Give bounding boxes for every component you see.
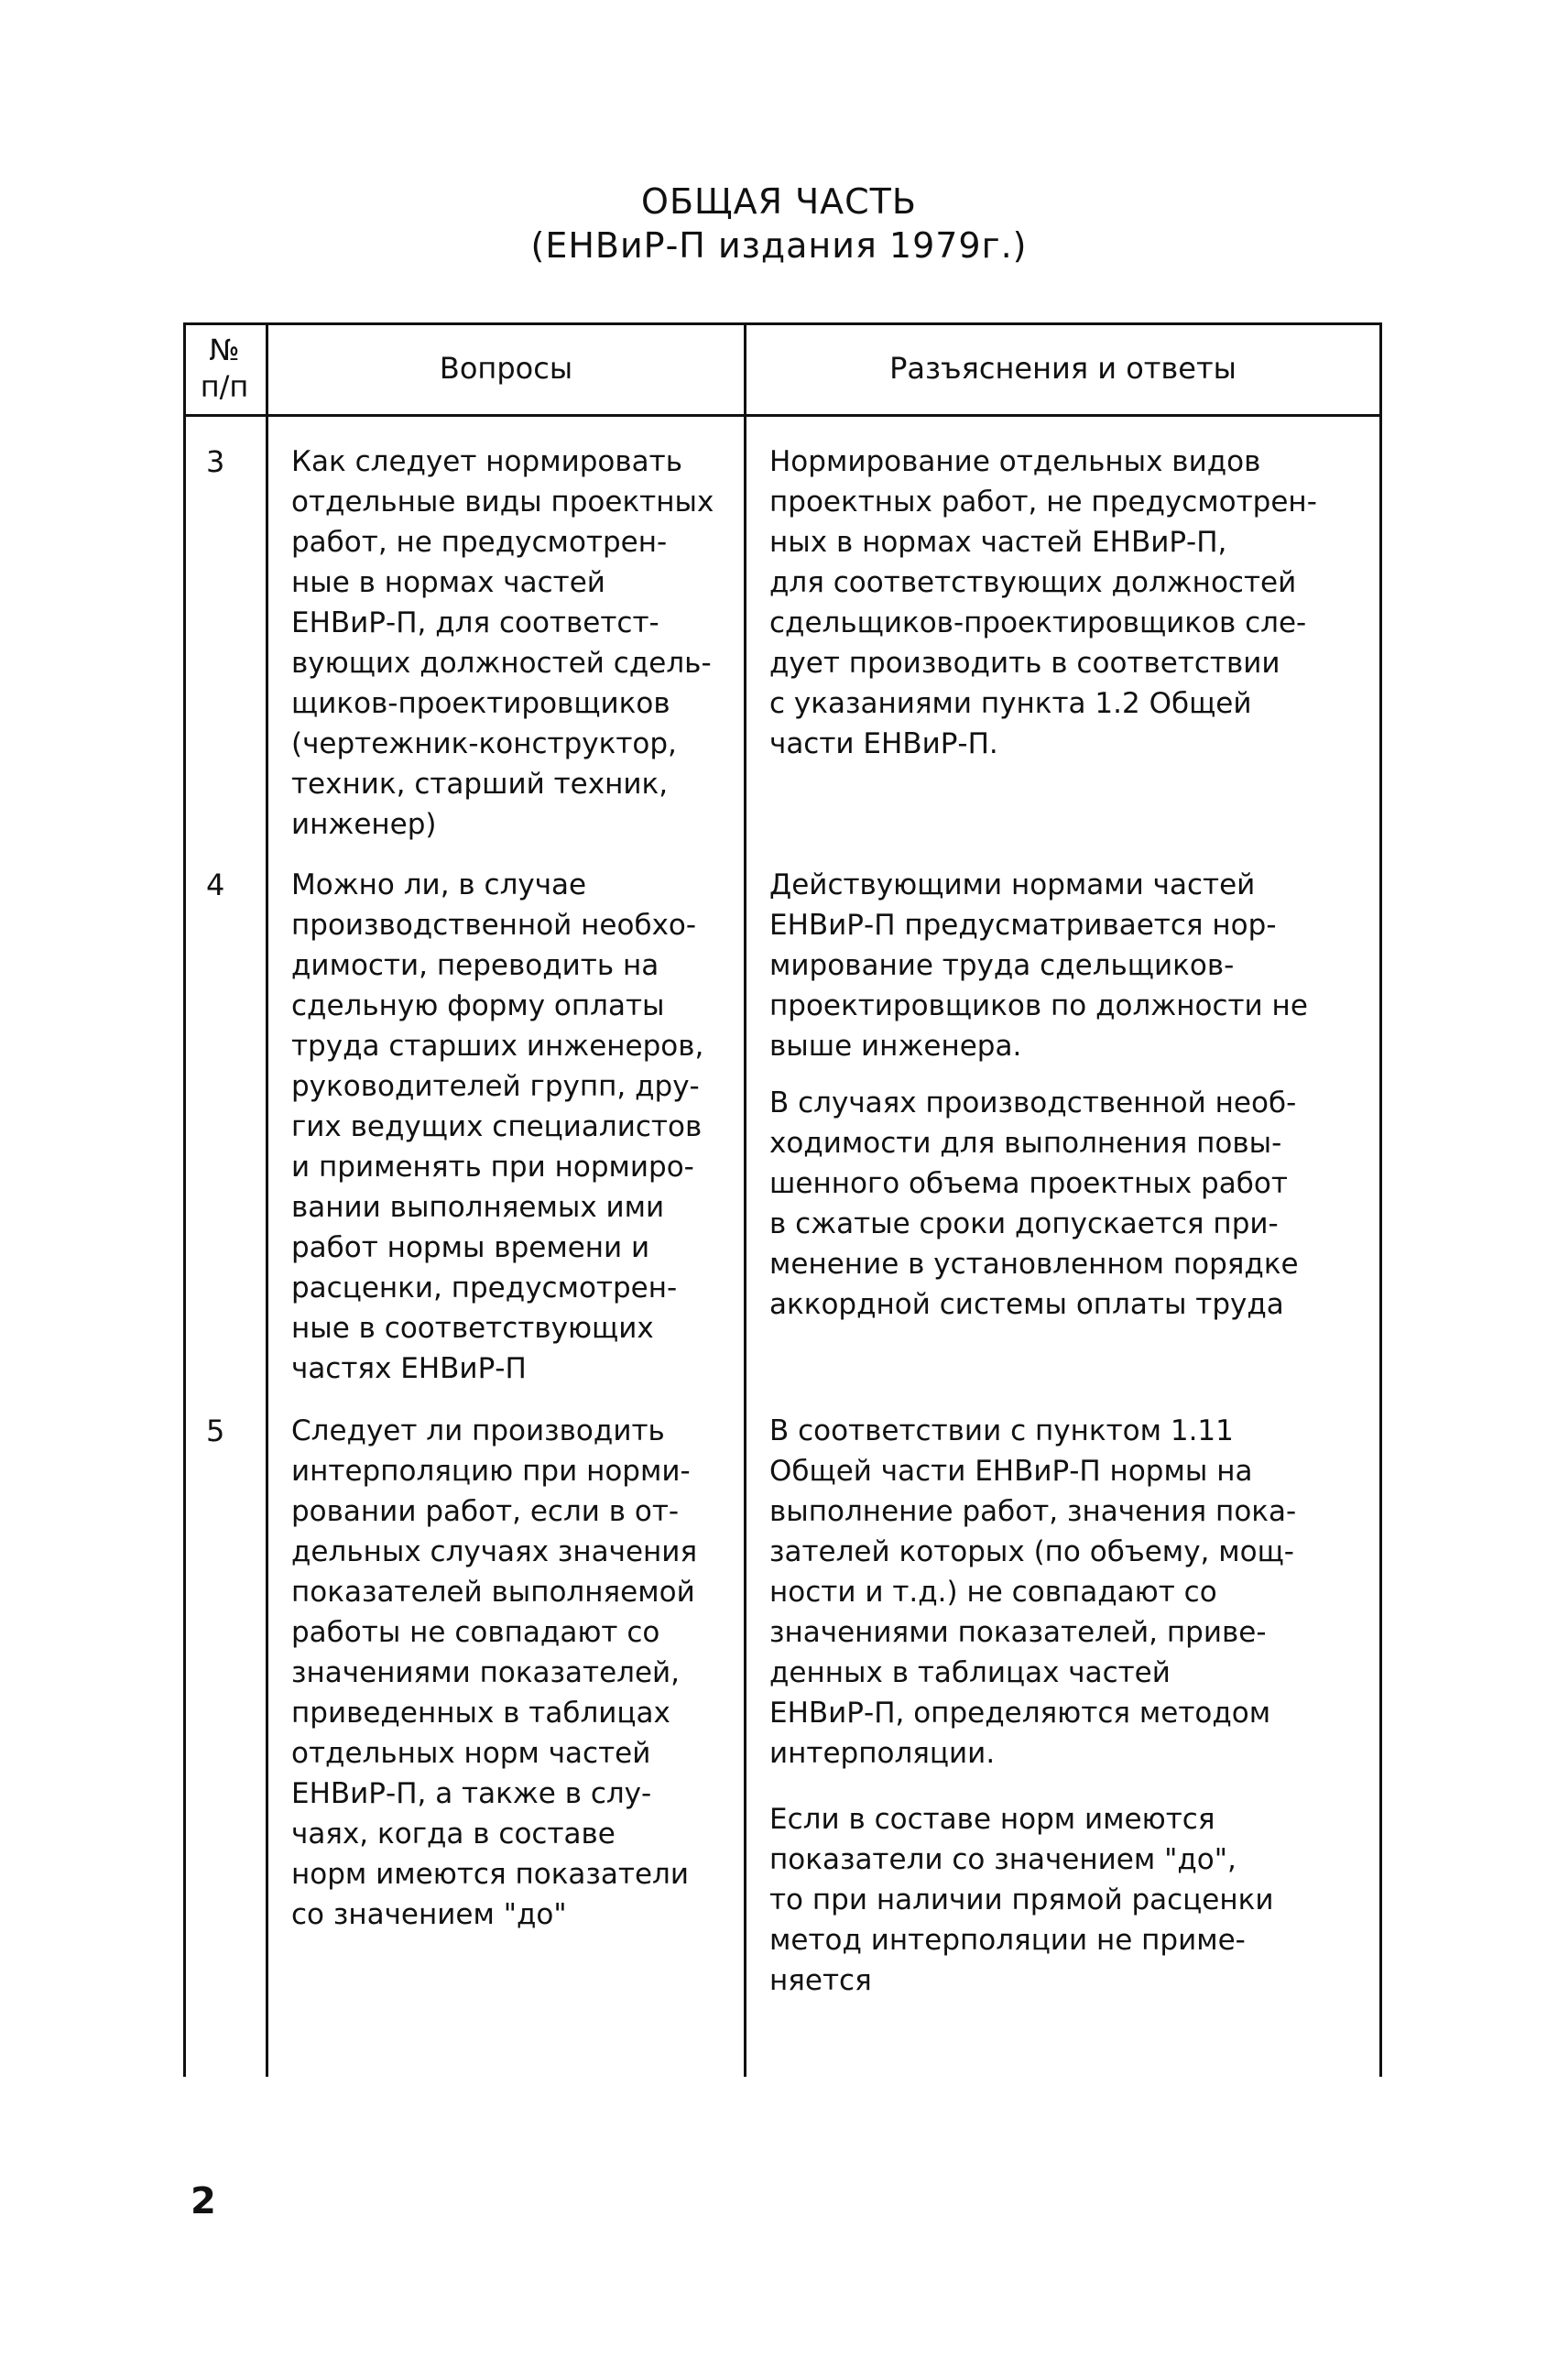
column-divider-num <box>266 322 268 2077</box>
row-number: 4 <box>206 868 225 902</box>
document-subtitle: (ЕНВиР-П издания 1979г.) <box>530 225 1028 266</box>
header-answers: Разъяснения и ответы <box>889 351 1237 386</box>
header-questions: Вопросы <box>439 351 573 386</box>
row-number: 5 <box>206 1414 225 1448</box>
row-answer-continued: В случаях производственной необ- ходимости для выполнения повы- шенного объема проектных работ в сжатые сроки допускается при- менение в установленном порядке аккордной системы оплаты труда <box>769 1086 1299 1321</box>
row-answer: Нормирование отдельных видов проектных работ, не предусмотрен- ных в нормах частей ЕНВиР-П, для соответствующих должностей сдельщиков-проектировщиков сле- дует производить в соответствии с указаниями пункта 1.2 Общей части ЕНВиР-П. <box>769 445 1317 760</box>
header-divider <box>183 414 1382 417</box>
row-number: 3 <box>206 444 225 479</box>
row-answer: В соответствии с пунктом 1.11 Общей части ЕНВиР-П нормы на выполнение работ, значения пока- зателей которых (по объему, мощ- ности и т.д.) не совпадают со значениями показателей, приве- денных в таблицах частей ЕНВиР-П, определяются методом интерполяции. <box>769 1414 1297 1770</box>
header-num-top: № <box>209 333 240 367</box>
page-number: 2 <box>191 2180 216 2222</box>
qa-table <box>183 322 1383 2077</box>
row-answer: Действующими нормами частей ЕНВиР-П предусматривается нор- мирование труда сдельщиков- проектировщиков по должности не выше инженера. <box>769 868 1308 1063</box>
table-border-left <box>183 322 186 2077</box>
row-question: Как следует нормировать отдельные виды проектных работ, не предусмотрен- ные в нормах частей ЕНВиР-П, для соответст- вующих должностей сдель- щиков-проектировщиков (чертежник-конструктор, техник, старший техник, инженер) <box>291 445 714 841</box>
document-title: ОБЩАЯ ЧАСТЬ <box>641 181 917 222</box>
row-question: Следует ли производить интерполяцию при норми- ровании работ, если в от- дельных случаях значения показателей выполняемой работы не совпадают со значениями показателей, приведенных в таблицах отдельных норм частей ЕНВиР-П, а также в слу- чаях, когда в составе норм имеются показатели со значением "до" <box>291 1414 698 1931</box>
header-num-bottom: п/п <box>200 369 249 404</box>
row-answer-continued: Если в составе норм имеются показатели со значением "до", то при наличии прямой расценки метод интерполяции не приме- няется <box>769 1803 1274 1997</box>
header-num <box>183 322 266 414</box>
row-question: Можно ли, в случае производственной необхо- димости, переводить на сдельную форму оплаты труда старших инженеров, руководителей групп, дру- гих ведущих специалистов и применять при нормиро- вании выполняемых ими работ нормы времени и расценки, предусмотрен- ные в соответствующих частях ЕНВиР-П <box>291 868 704 1385</box>
